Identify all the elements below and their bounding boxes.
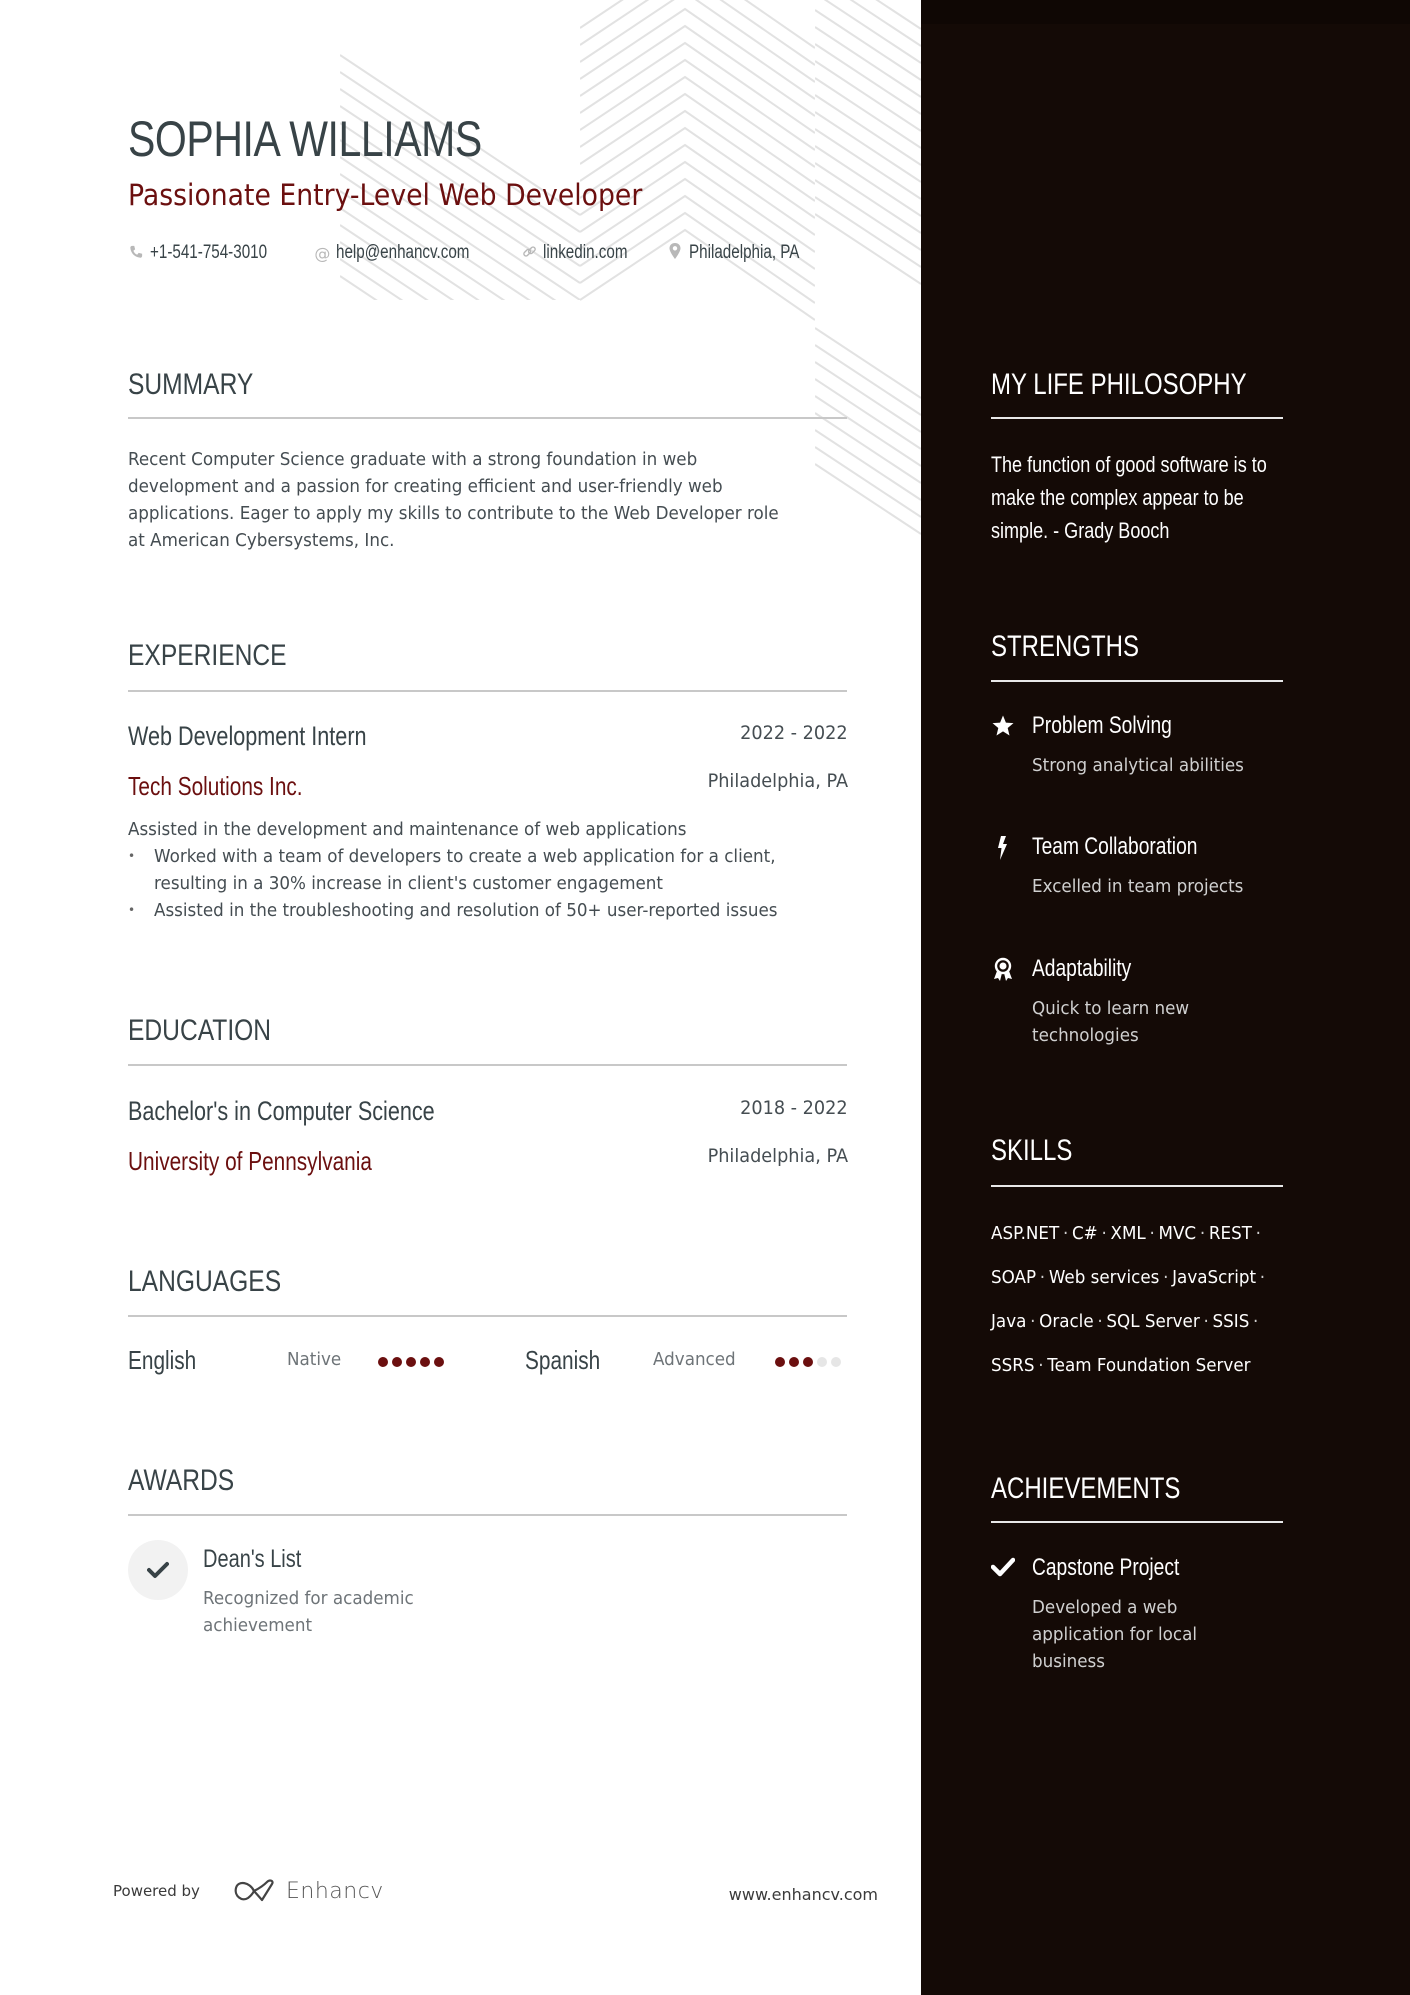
rating-dot-empty — [831, 1357, 841, 1367]
rating-dot-empty — [817, 1357, 827, 1367]
skill-separator: · — [1030, 1311, 1036, 1332]
contact-linkedin-text: linkedin.com — [543, 242, 628, 263]
rating-dot-filled — [789, 1357, 799, 1367]
rating-dot-filled — [406, 1357, 416, 1367]
quote-line: make the complex appear to be — [991, 485, 1244, 510]
experience-bullet — [128, 897, 848, 924]
skill-tag: Team Foundation Server — [1047, 1355, 1251, 1376]
skill-tag: Oracle — [1039, 1311, 1094, 1332]
bullet-line: • Worked with a team of developers to create a web application for a client, — [154, 846, 776, 867]
contact-bar — [128, 242, 845, 264]
summary-line: at American Cybersystems, Inc. — [128, 530, 395, 551]
skill-separator: · — [1199, 1223, 1206, 1244]
skill-separator: · — [1062, 1223, 1069, 1244]
skill-separator: · — [1163, 1267, 1169, 1288]
experience-company[interactable]: Tech Solutions Inc. — [128, 771, 303, 801]
contact-email[interactable] — [314, 242, 503, 264]
skill-tag: SQL Server — [1106, 1311, 1200, 1332]
education-section-title: EDUCATION — [128, 1014, 272, 1047]
contact-phone-text: +1-541-754-3010 — [150, 242, 268, 263]
at-icon: @ — [314, 243, 331, 263]
strength-desc-line: technologies — [1032, 1025, 1139, 1046]
strength-title: Adaptability — [1032, 955, 1132, 982]
experience-role: Web Development Intern — [128, 721, 367, 751]
education-divider — [128, 1064, 847, 1066]
skill-tag: Web services — [1048, 1267, 1160, 1288]
skill-separator: · — [1253, 1311, 1259, 1332]
skills-list — [991, 1212, 1311, 1388]
skills-section-title: SKILLS — [991, 1134, 1073, 1167]
skill-separator: · — [1259, 1267, 1266, 1288]
strength-description — [1032, 995, 1292, 1049]
language-rating-spanish — [775, 1357, 841, 1367]
skill-separator: · — [1203, 1311, 1209, 1332]
skill-tag: REST — [1208, 1223, 1252, 1244]
experience-bullet — [128, 843, 848, 897]
skills-line — [991, 1212, 1289, 1256]
achievements-divider — [991, 1521, 1283, 1523]
education-degree: Bachelor's in Computer Science — [128, 1096, 435, 1126]
experience-details — [128, 816, 848, 924]
skill-tag: Java — [991, 1311, 1027, 1332]
bullet-line: • Assisted in the troubleshooting and resolution of 50+ user-reported issues — [154, 900, 778, 921]
contact-location-text: Philadelphia, PA — [688, 242, 800, 263]
skills-line — [991, 1256, 1289, 1300]
philosophy-divider — [991, 417, 1283, 419]
experience-divider — [128, 690, 847, 692]
achievement-desc-line: Developed a web — [1032, 1597, 1178, 1618]
enhancv-logo-icon — [232, 1878, 278, 1904]
rating-dot-filled — [392, 1357, 402, 1367]
contact-linkedin[interactable] — [521, 242, 649, 264]
strength-title: Team Collaboration — [1032, 833, 1198, 860]
strengths-section-title: STRENGTHS — [991, 630, 1140, 663]
lightning-bolt-icon — [991, 835, 1015, 859]
skill-separator: · — [1097, 1311, 1103, 1332]
award-medal-icon — [991, 957, 1015, 981]
languages-section-title: LANGUAGES — [128, 1265, 282, 1298]
skill-separator: · — [1038, 1355, 1044, 1376]
summary-line: development and a passion for creating efficient and user-friendly web — [128, 476, 723, 497]
education-school[interactable]: University of Pennsylvania — [128, 1146, 372, 1176]
summary-section-title: SUMMARY — [128, 368, 254, 401]
award-desc-line: achievement — [203, 1615, 313, 1636]
skill-separator: · — [1039, 1267, 1046, 1288]
contact-location — [667, 242, 827, 264]
achievement-desc-line: application for local — [1032, 1624, 1198, 1645]
contact-phone[interactable] — [128, 242, 296, 264]
language-rating-english — [378, 1357, 444, 1367]
award-description — [203, 1585, 523, 1639]
rating-dot-filled — [420, 1357, 430, 1367]
sidebar-top-band — [921, 0, 1410, 24]
language-level-spanish: Advanced — [653, 1349, 736, 1370]
checkmark-icon — [991, 1556, 1015, 1580]
achievement-desc-line: business — [1032, 1651, 1105, 1672]
skills-line — [991, 1344, 1289, 1388]
experience-description: Assisted in the development and maintenance of web applications — [128, 819, 687, 840]
strength-title: Problem Solving — [1032, 712, 1172, 739]
skill-separator: · — [1101, 1223, 1107, 1244]
experience-dates: 2022 - 2022 — [740, 722, 848, 744]
award-icon-badge — [128, 1540, 188, 1600]
phone-icon — [128, 244, 144, 263]
achievement-title: Capstone Project — [1032, 1554, 1180, 1581]
experience-section-title: EXPERIENCE — [128, 639, 287, 672]
candidate-headline: Passionate Entry-Level Web Developer — [128, 178, 643, 212]
link-icon — [521, 244, 537, 263]
languages-row — [128, 1345, 848, 1377]
contact-email-text: help@enhancv.com — [336, 242, 470, 263]
skill-separator: · — [1255, 1223, 1261, 1244]
rating-dot-filled — [775, 1357, 785, 1367]
quote-line: simple. - Grady Booch — [991, 518, 1170, 543]
achievement-description — [1032, 1594, 1292, 1675]
skills-divider — [991, 1185, 1283, 1187]
strength-description — [1032, 873, 1292, 900]
achievements-section-title: ACHIEVEMENTS — [991, 1472, 1181, 1505]
awards-section-title: AWARDS — [128, 1464, 235, 1497]
candidate-name: SOPHIA WILLIAMS — [128, 111, 482, 167]
strengths-divider — [991, 680, 1283, 682]
skill-tag: C# — [1071, 1223, 1098, 1244]
language-name-english: English — [128, 1345, 197, 1375]
language-name-spanish: Spanish — [525, 1345, 601, 1375]
strength-desc-line: Excelled in team projects — [1032, 876, 1244, 897]
philosophy-quote — [991, 448, 1291, 547]
strength-desc-line: Strong analytical abilities — [1032, 755, 1244, 776]
rating-dot-filled — [803, 1357, 813, 1367]
skill-tag: MVC — [1158, 1223, 1197, 1244]
skill-tag: SOAP — [991, 1267, 1037, 1288]
star-icon — [991, 714, 1015, 738]
strength-description — [1032, 752, 1292, 779]
summary-line: applications. Eager to apply my skills to contribute to the Web Developer role — [128, 503, 779, 524]
strength-desc-line: Quick to learn new — [1032, 998, 1190, 1019]
award-desc-line: Recognized for academic — [203, 1588, 414, 1609]
education-dates: 2018 - 2022 — [740, 1097, 848, 1119]
awards-divider — [128, 1514, 847, 1516]
footer-url-link[interactable]: www.enhancv.com — [728, 1885, 878, 1904]
powered-by-label: Powered by — [113, 1882, 200, 1900]
philosophy-section-title: MY LIFE PHILOSOPHY — [991, 368, 1247, 401]
enhancv-brand-name: Enhancv — [286, 1878, 384, 1904]
rating-dot-filled — [434, 1357, 444, 1367]
languages-divider — [128, 1315, 847, 1317]
quote-line: The function of good software is to — [991, 452, 1267, 477]
rating-dot-filled — [378, 1357, 388, 1367]
checkmark-icon — [147, 1561, 169, 1579]
bullet-line: resulting in a 30% increase in client's customer engagement — [154, 873, 663, 894]
award-title: Dean's List — [203, 1545, 302, 1573]
summary-text — [128, 446, 838, 554]
education-location: Philadelphia, PA — [707, 1145, 848, 1167]
skills-line — [991, 1300, 1289, 1344]
skill-separator: · — [1149, 1223, 1155, 1244]
skill-tag: JavaScript — [1172, 1267, 1257, 1288]
skill-tag: SSIS — [1212, 1311, 1250, 1332]
skill-tag: SSRS — [991, 1355, 1035, 1376]
experience-location: Philadelphia, PA — [707, 770, 848, 792]
summary-line: Recent Computer Science graduate with a strong foundation in web — [128, 449, 698, 470]
summary-divider — [128, 417, 847, 419]
skill-tag: ASP.NET — [991, 1223, 1060, 1244]
enhancv-logo[interactable] — [232, 1878, 384, 1904]
language-level-english: Native — [287, 1349, 342, 1370]
location-pin-icon — [667, 243, 683, 263]
skill-tag: XML — [1110, 1223, 1146, 1244]
